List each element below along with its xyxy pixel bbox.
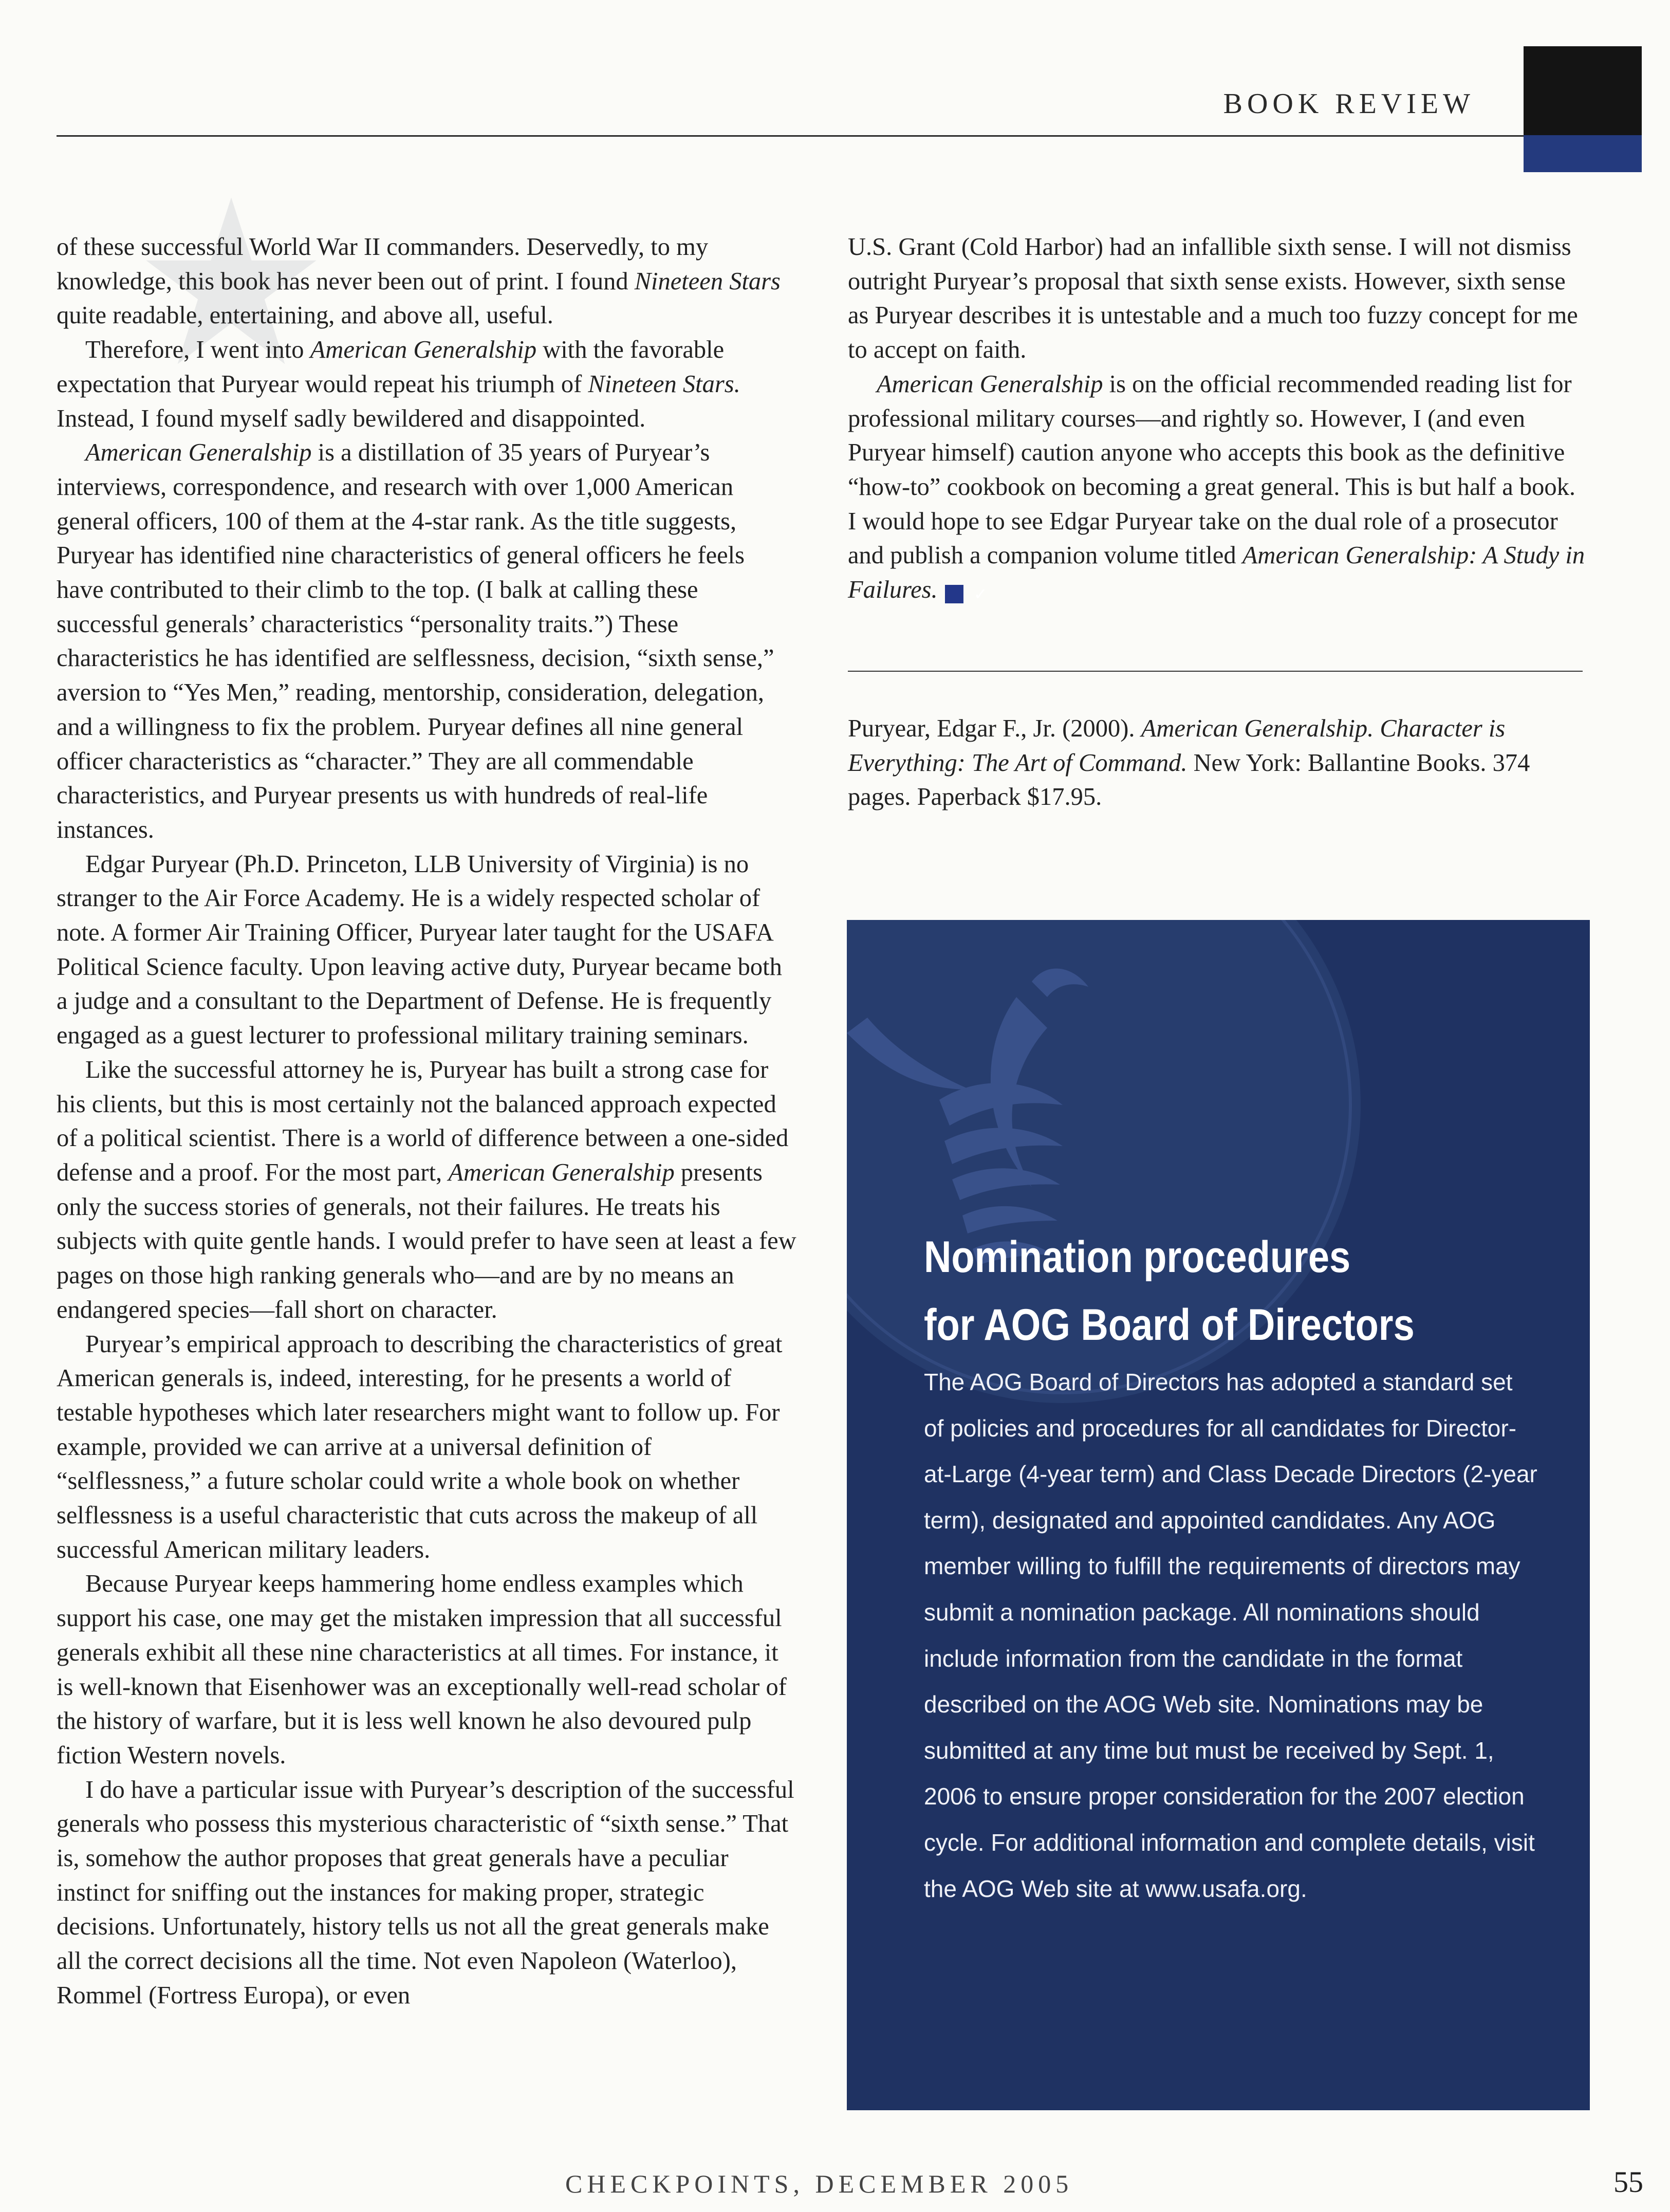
paragraph: I do have a particular issue with Puryear’s description of the successful generals who possess this mysterious characteristic of “sixth sense.” That is, somehow the author proposes that great generals have a peculiar instinct for sniffing out the instances for making proper, strategic decisions. Unfortunately, history tells us not all the great generals make all the correct decisions all the time. Not even Napoleon (Waterloo), Rommel (Fortress Europa), or even (57, 1776, 794, 2009)
end-of-article-icon: ✓ (945, 585, 963, 603)
section-label: BOOK REVIEW (1223, 88, 1475, 120)
notice-title: Nomination procedures for AOG Board of Directors (924, 1232, 1415, 1350)
paragraph: Because Puryear keeps hammering home endless examples which support his case, one may get the mistaken impression that all successful generals exhibit all these nine characteristics at all times. For instance, it is well-known that Eisenhower was an exceptionally well-read scholar of the history of warfare, but it is less well known he also devoured pulp fiction Western novels. (57, 1570, 787, 1769)
citation-divider (848, 671, 1583, 672)
paragraph: Puryear’s empirical approach to describing the characteristics of great American generals is, indeed, interesting, for he presents a world of testable hypotheses which later researchers might want to follow up. For example, provided we can arrive at a universal definition of “selflessness,” a future scholar could write a whole book on whether selflessness is a useful characteristic that cuts across the makeup of all successful American military leaders. (57, 1330, 783, 1563)
paragraph: American Generalship is on the official recommended reading list for professional military courses—and rightly so. However, I (and even Puryear himself) caution anyone who accepts this book as the definitive “how-to” cookbook on becoming a great general. This is but half a book. I would hope to see Edgar Puryear take on the dual role of a prosecutor and publish a companion volume titled American Generalship: A Study in Failures. ✓ (848, 370, 1585, 604)
corner-tab-blue (1524, 135, 1642, 172)
book-title: American Generalship: A Study in Failures. (848, 542, 1585, 604)
notice-body: The AOG Board of Directors has adopted a standard set of policies and procedures for all candidates for Director-at-Large (4-year term) and Class Decade Directors (2-year term), designated and appointed candidates. Any AOG member willing to fulfill the requirements of directors may submit a nomination package. All nominations should include information from the candidate in the format described on the AOG Web site. Nominations may be submitted at any time but must be received by Sept. 1, 2006 to ensure proper consideration for the 2007 election cycle. For additional information and complete details, visit the AOG Web site at www.usafa.org. (924, 1369, 1537, 1902)
publication-footer: CHECKPOINTS, DECEMBER 2005 (565, 2169, 1073, 2198)
book-title: Nineteen Stars. (588, 370, 740, 398)
paragraph: of these successful World War II commanders. Deservedly, to my knowledge, this book has never been out of print. I found Nineteen Stars quite readable, entertaining, and above all, useful. (57, 233, 781, 329)
book-title: American Generalship (877, 370, 1103, 398)
book-title: Nineteen Stars (634, 267, 781, 295)
paragraph: Edgar Puryear (Ph.D. Princeton, LLB University of Virginia) is no stranger to the Air Force Academy. He is a widely respected scholar of note. A former Air Training Officer, Puryear later taught for the USAFA Political Science faculty. Upon leaving active duty, Puryear became both a judge and a consultant to the Department of Defense. He is frequently engaged as a guest lecturer to professional military training seminars. (57, 850, 782, 1049)
paragraph: Like the successful attorney he is, Puryear has built a strong case for his clients, but this is most certainly not the balanced approach expected of a political scientist. There is a world of difference between a one-sided defense and a proof. For the most part, American Generalship presents only the success stories of generals, not their failures. He treats his subjects with quite gentle hands. I would prefer to have seen at least a few pages on those high ranking generals who—and are by no means an endangered species—fall short on character. (57, 1056, 796, 1323)
paragraph: U.S. Grant (Cold Harbor) had an infallible sixth sense. I will not dismiss outright Puryear’s proposal that sixth sense exists. However, sixth sense as Puryear describes it is untestable and a much too fuzzy concept for me to accept on faith. (848, 233, 1578, 364)
citation-title: American Generalship. Character is Everything: The Art of Command. (848, 715, 1506, 777)
book-title: American Generalship (310, 336, 537, 364)
book-citation: Puryear, Edgar F., Jr. (2000). American Generalship. Character is Everything: The Art of Command. New York: Ballantine Books. 374 pages. Paperback $17.95. (848, 715, 1530, 811)
header-rule (57, 135, 1526, 137)
nomination-notice-box (847, 920, 1590, 2110)
review-right-column (848, 230, 1588, 607)
paragraph: Therefore, I went into American Generalship with the favorable expectation that Puryear would repeat his triumph of Nineteen Stars. Instead, I found myself sadly bewildered and disappointed. (57, 336, 740, 432)
paragraph: American Generalship is a distillation of 35 years of Puryear’s interviews, correspondence, and research with over 1,000 American general officers, 100 of them at the 4-star rank. As the title suggests, Puryear has identified nine characteristics of general officers he feels have contributed to their climb to the top. (I balk at calling these successful generals’ characteristics “personality traits.”) These characteristics he has identified are selflessness, decision, “sixth sense,” aversion to “Yes Men,” reading, mentorship, consideration, delegation, and a willingness to fix the problem. Puryear defines all nine general officer characteristics as “character.” They are all commendable characteristics, and Puryear presents us with hundreds of real-life instances. (57, 439, 774, 843)
book-title: American Generalship (85, 439, 312, 467)
review-left-column (57, 230, 796, 2013)
page-number: 55 (1613, 2165, 1643, 2199)
book-title: American Generalship (448, 1158, 675, 1186)
